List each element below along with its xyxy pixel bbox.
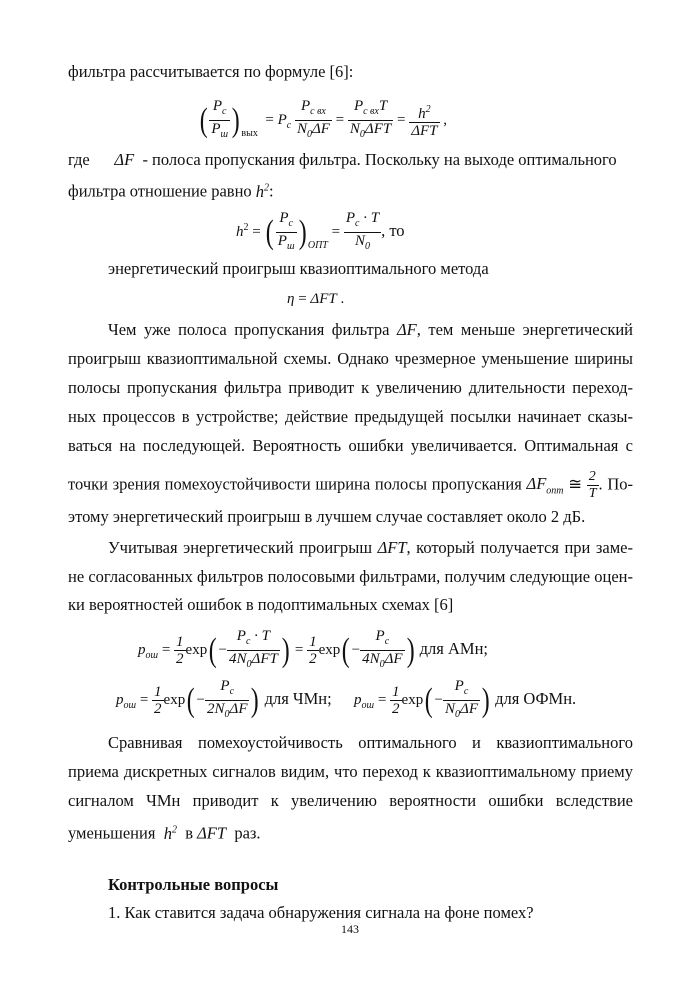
equation-p-error-dpsk: $p_{ош}$ = $\frac{1}{2}$ exp( − $\frac{P_c}{N_0\Delta F}$ ) для ОФМн.	[354, 678, 577, 720]
equation-p-error-am: $p_{ош}$ = $\frac{1}{2}$ exp( − $\frac{P_c \cdot T}{4N_0\Delta FT}$ ) = $\frac{1}{2}$ exp( − $\frac{P_c}{4N_0\Delta F}$ ) для АМн;	[138, 628, 489, 670]
paragraph-line: проигрыш квазиоптимальной схемы. Однако чрезмерное уменьшение ширины	[68, 349, 633, 368]
paragraph-line: фильтра отношение равно $h^2$:	[68, 181, 274, 201]
paragraph-line: не согласованных фильтров полосовыми фильтрами, получим следующие оцен-	[68, 567, 633, 586]
paragraph-line: Сравнивая помехоустойчивость оптимального и квазиоптимального	[108, 733, 633, 752]
equation-snr-output: ( $\frac{P_c}{P_ш}$ ) $_{вых} = P_c$ $\frac{P_{c вх}}{N_0\Delta F}$ = $\frac{P_{c вх}T}{N_0\Delta FT}$ = $\frac{h^2}{\text{ΔFT}}$ ,	[199, 98, 447, 140]
paragraph-line: Чем уже полоса пропускания фильтра ΔF, тем меньше энергетический	[108, 320, 634, 339]
page-number: 143	[341, 922, 359, 936]
equation-p-error-fm: $p_{ош}$ = $\frac{1}{2}$ exp( − $\frac{P_c}{2N_0\Delta F}$ ) для ЧМн;	[116, 678, 332, 720]
equation-h-squared: $h^2$ = ( $\frac{P_c}{P_ш}$ ) $_{ОПТ}$ = $\frac{P_c \cdot T}{N_0}$ , то	[236, 210, 405, 252]
paragraph-line: ных процессов в устройстве; действие предыдущей посылки начинает сказы-	[68, 407, 633, 426]
paragraph-line: уменьшения $h^2$ в ΔFT раз.	[68, 823, 261, 843]
paragraph-line: энергетический проигрыш квазиоптимального метода	[108, 259, 489, 278]
paragraph-line: сигналом ЧМн приводит к увеличению вероятности ошибки вследствие	[68, 791, 633, 810]
section-heading: Контрольные вопросы	[108, 875, 279, 894]
paragraph-line: фильтра рассчитывается по формуле [6]:	[68, 62, 354, 81]
paragraph-line: точки зрения помехоустойчивости ширина полосы пропускания $\Delta F_{опт}$ ≅ $\frac{2}{T}$ . По-	[68, 469, 634, 501]
question-item: 1. Как ставится задача обнаружения сигнала на фоне помех?	[108, 903, 534, 922]
paragraph-line: Учитывая энергетический проигрыш ΔFT, который получается при заме-	[108, 538, 634, 557]
paragraph-line: приема дискретных сигналов видим, что переход к квазиоптимальному приему	[68, 762, 633, 781]
paragraph-line: ки вероятностей ошибок в подоптимальных схемах [6]	[68, 595, 454, 614]
equation-loss: η = ΔFT .	[287, 291, 345, 307]
paragraph-line: ваться на последующей. Вероятность ошибки увеличивается. Оптимальная с	[68, 436, 633, 455]
paragraph-line: где ΔF - полоса пропускания фильтра. Поскольку на выходе оптимального	[68, 150, 617, 169]
paragraph-line: этому энергетический проигрыш в лучшем случае составляет около 2 дБ.	[68, 507, 586, 526]
paragraph-line: полосы пропускания фильтра приводит к увеличению длительности переход-	[68, 378, 633, 397]
